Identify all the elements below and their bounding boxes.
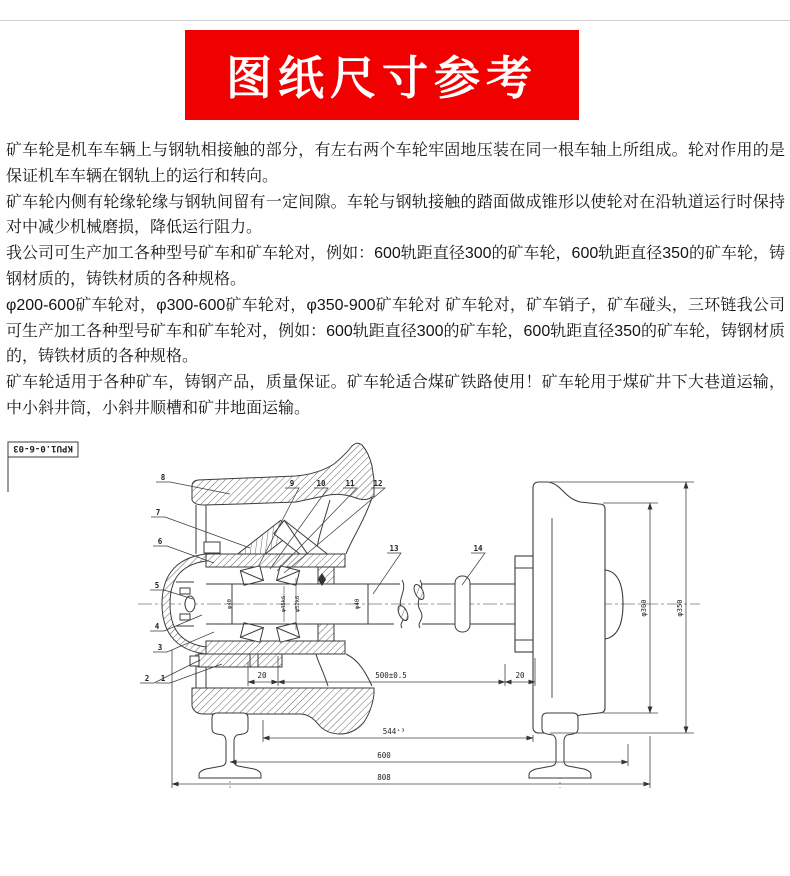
callout-12: 12 (373, 479, 383, 488)
technical-drawing (0, 436, 790, 876)
dim-hub-bore-label: φ40 (227, 599, 233, 609)
dim-808-label: 808 (377, 773, 391, 782)
paragraph-5: 矿车轮适用于各种矿车，铸钢产品，质量保证。矿车轮适合煤矿铁路使用！矿车轮用于煤矿井下大巷道运输，中小斜井筒，小斜井顺槽和矿井地面运输。 (6, 374, 785, 417)
dim-seat-inner-label: φ45k6 (281, 595, 287, 613)
callout-2: 2 (144, 674, 150, 683)
banner-title: 图纸尺寸参考 (226, 52, 538, 104)
callout-1: 1 (160, 674, 166, 683)
dim-axle-dia-label: φ40 (354, 598, 361, 610)
callout-13: 13 (389, 544, 399, 553)
paragraph-3: 我公司可生产加工各种型号矿车和矿车轮对，例如：600轨距直径300的矿车轮，600轨距直径350的矿车轮，铸钢材质的，铸铁材质的各种规格。 (6, 245, 785, 288)
paragraph-4: φ200-600矿车轮对，φ300-600矿车轮对，φ350-900矿车轮对 矿车轮对，矿车销子，矿车碰头，三环链我公司可生产加工各种型号矿车和矿车轮对，例如：600轨距直径300的矿车轮，600轨距直径350的矿车轮，铸钢材质的，铸铁材质的各种规格。 (6, 296, 785, 366)
callout-3: 3 (157, 643, 163, 652)
callout-9: 9 (289, 479, 295, 488)
banner (185, 30, 579, 120)
callout-6: 6 (157, 537, 163, 546)
paragraph-1: 矿车轮是机车车辆上与钢轨相接触的部分，有左右两个车轮牢固地压装在同一根车轴上所组成。轮对作用的是保证机车车辆在钢轨上的运行和转向。 (6, 142, 785, 185)
callout-7: 7 (155, 508, 161, 517)
dim-20-left: 20 (257, 671, 267, 680)
left-rail (199, 713, 261, 778)
dim-500-label: 500±0.5 (375, 671, 407, 680)
dim-600-label: 600 (377, 751, 391, 760)
dim-544-label: 544⁺³ (382, 727, 406, 736)
callout-4: 4 (154, 622, 160, 631)
callout-8: 8 (160, 473, 166, 482)
paragraph-2: 矿车轮内侧有轮缘轮缘与钢轨间留有一定间隙。车轮与钢轨接触的踏面做成锥形以使轮对在沿轨道运行时保持对中减少机械磨损，降低运行阻力。 (6, 193, 785, 237)
hub-assembly (162, 542, 345, 667)
divider (0, 20, 790, 21)
dim-seat-outer-label: φ52k6 (295, 595, 301, 613)
callout-11: 11 (345, 479, 355, 488)
drawing-number: KPU1.0-6-03 (13, 443, 73, 453)
callout-5: 5 (154, 581, 160, 590)
dim-dia300-label: φ300 (640, 599, 648, 617)
callout-14: 14 (473, 544, 483, 553)
dim-20-right: 20 (515, 671, 525, 680)
wheelset-drawing (0, 436, 790, 876)
dim-dia350-label: φ350 (676, 599, 684, 617)
title-block (8, 442, 78, 492)
callout-10: 10 (316, 479, 326, 488)
right-wheel-profile (515, 482, 623, 733)
description-text (6, 138, 785, 422)
